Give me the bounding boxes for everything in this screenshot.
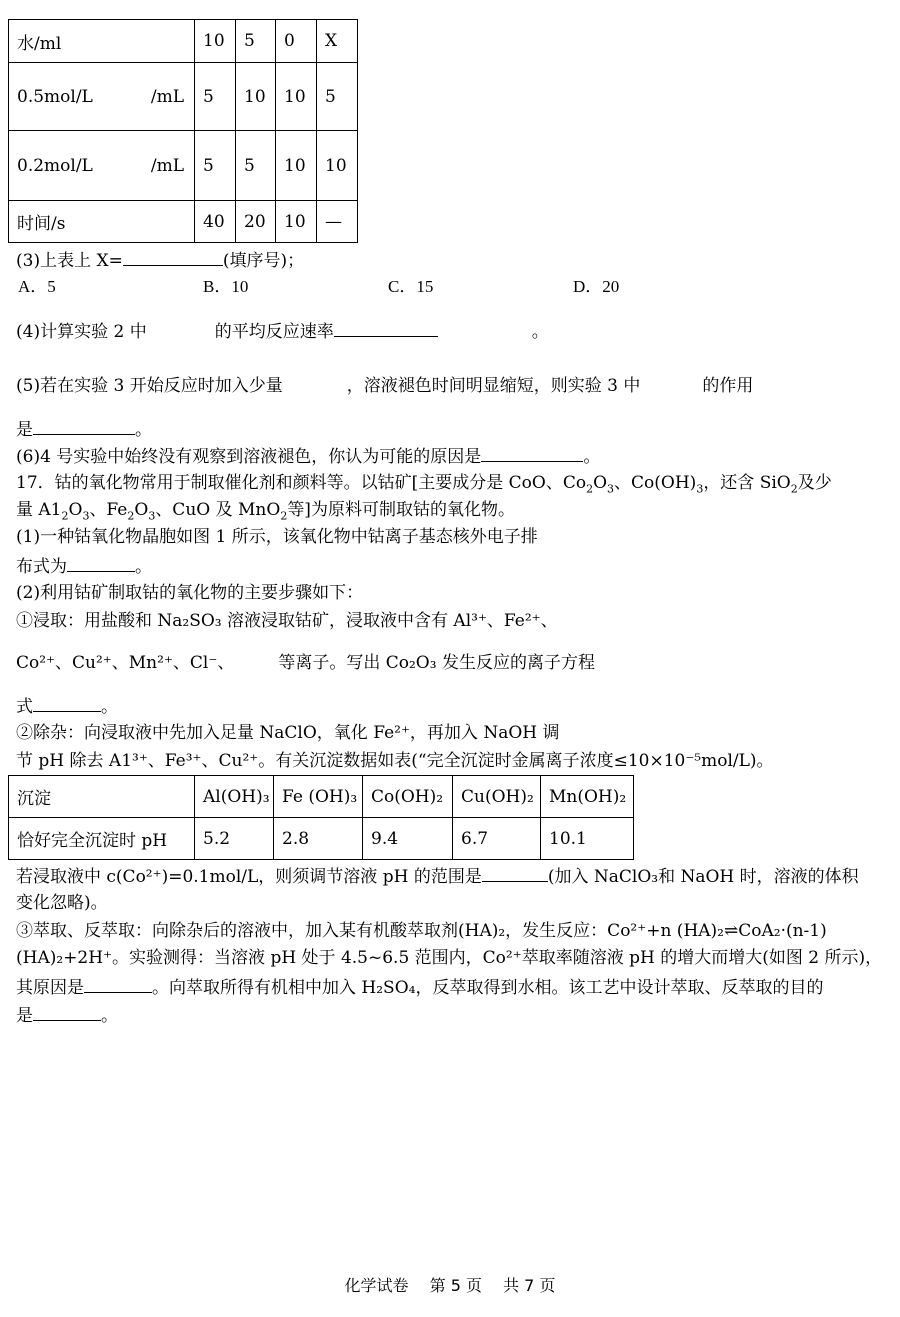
table-header: 沉淀 xyxy=(9,776,195,818)
question-5: (5)若在实验 3 开始反应时加入少量 ，溶液褪色时间明显缩短，则实验 3 中 的作用 xyxy=(16,376,754,396)
row-label: 时间/s xyxy=(9,201,195,243)
table-cell: 5 xyxy=(195,131,236,201)
table-cell: 5 xyxy=(195,63,236,131)
precipitation-table xyxy=(8,775,634,860)
option-b[interactable]: B．10 xyxy=(203,277,249,296)
table-cell: 0 xyxy=(276,20,317,63)
table-cell: 10 xyxy=(276,131,317,201)
question-6: (6)4 号实验中始终没有观察到溶液褪色，你认为可能的原因是 。 xyxy=(16,447,601,467)
option-a[interactable]: A．5 xyxy=(18,277,56,296)
extraction-step-cont: (HA)₂+2H⁺。实验测得：当溶液 pH 处于 4.5~6.5 范围内，Co²⁺萃取率随溶液 pH 的增大而增大(如图 2 所示)， xyxy=(16,948,883,968)
table-header: Al(OH)₃ xyxy=(195,776,274,818)
option-d[interactable]: D．20 xyxy=(573,277,620,296)
extraction-step: ③萃取、反萃取：向除杂后的溶液中，加入某有机酸萃取剂(HA)₂，发生反应：Co²⁺+n (HA)₂⇌CoA₂·(n-1) xyxy=(16,921,827,941)
table-cell: 5 xyxy=(236,131,276,201)
part-1: (1)一种钴氧化物晶胞如图 1 所示，该氧化物中钴离子基态核外电子排 xyxy=(16,527,538,547)
question-17-intro-cont: 量 $A1_2O_3$、$Fe_2O_3$、CuO 及 MnO$_2$等]为原料可制取钴的氧化物。 xyxy=(16,500,515,523)
answer-blank[interactable] xyxy=(123,249,223,266)
answer-blank[interactable] xyxy=(482,865,548,882)
table-cell: 10 xyxy=(195,20,236,63)
purify-step-cont: 节 pH 除去 A1³⁺、Fe³⁺、Cu²⁺。有关沉淀数据如表(“完全沉淀时金属离子浓度≤10×10⁻⁵mol/L)。 xyxy=(16,751,774,771)
leaching-step: ①浸取：用盐酸和 Na₂SO₃ 溶液浸取钴矿，浸取液中含有 Al³⁺、Fe²⁺、 xyxy=(16,611,558,631)
table-cell: 10.1 xyxy=(541,818,634,860)
table-cell: X xyxy=(317,20,358,63)
table-cell: 10 xyxy=(317,131,358,201)
purify-step: ②除杂：向浸取液中先加入足量 NaClO，氧化 Fe²⁺，再加入 NaOH 调 xyxy=(16,723,560,743)
row-label: 0.2mol/L /mL xyxy=(9,131,195,201)
ph-range-note: 变化忽略)。 xyxy=(16,893,108,913)
question-5-cont: 是 。 xyxy=(16,420,152,440)
leaching-step-end: 式 。 xyxy=(16,697,118,717)
answer-options xyxy=(18,277,758,297)
table-cell: — xyxy=(317,201,358,243)
table-cell: 6.7 xyxy=(453,818,541,860)
leaching-step-cont: Co²⁺、Cu²⁺、Mn²⁺、Cl⁻、 等离子。写出 Co₂O₃ 发生反应的离子方程 xyxy=(16,653,595,673)
answer-blank[interactable] xyxy=(33,695,101,712)
table-cell: 40 xyxy=(195,201,236,243)
table-header: Co(OH)₂ xyxy=(363,776,453,818)
table-cell: 9.4 xyxy=(363,818,453,860)
question-3: (3)上表上 X= (填序号)； xyxy=(16,251,305,271)
reaction-table xyxy=(8,19,358,243)
answer-blank[interactable] xyxy=(33,1004,101,1021)
table-cell: 10 xyxy=(276,201,317,243)
table-cell: 恰好完全沉淀时 pH xyxy=(9,818,195,860)
answer-blank[interactable] xyxy=(33,418,135,435)
option-c[interactable]: C．15 xyxy=(388,277,434,296)
table-cell: 5.2 xyxy=(195,818,274,860)
extraction-purpose: 是 。 xyxy=(16,1006,118,1026)
extraction-reason: 其原因是 。向萃取所得有机相中加入 H₂SO₄，反萃取得到水相。该工艺中设计萃取、反萃取的目的 xyxy=(16,978,824,998)
table-header: Cu(OH)₂ xyxy=(453,776,541,818)
answer-blank[interactable] xyxy=(67,555,135,572)
part-2: (2)利用钴矿制取钴的氧化物的主要步骤如下： xyxy=(16,583,364,603)
question-17-intro: 17．钴的氧化物常用于制取催化剂和颜料等。以钴矿[主要成分是 CoO、$Co_2O_3$、$Co(OH)_3$，还含 SiO$_2$及少 xyxy=(16,473,832,496)
row-label: 水/ml xyxy=(9,20,195,63)
answer-blank[interactable] xyxy=(334,320,438,337)
question-4: (4)计算实验 2 中 的平均反应速率 。 xyxy=(16,322,549,342)
answer-blank[interactable] xyxy=(84,976,152,993)
table-header: Mn(OH)₂ xyxy=(541,776,634,818)
row-label: 0.5mol/L /mL xyxy=(9,63,195,131)
ph-range-question: 若浸取液中 c(Co²⁺)=0.1mol/L，则须调节溶液 pH 的范围是 (加入 NaClO₃和 NaOH 时，溶液的体积 xyxy=(16,867,859,887)
table-cell: 10 xyxy=(236,63,276,131)
table-cell: 2.8 xyxy=(274,818,363,860)
answer-blank[interactable] xyxy=(481,445,583,462)
part-1-cont: 布式为 。 xyxy=(16,557,152,577)
table-cell: 5 xyxy=(236,20,276,63)
table-cell: 5 xyxy=(317,63,358,131)
table-cell: 20 xyxy=(236,201,276,243)
table-header: Fe (OH)₃ xyxy=(274,776,363,818)
table-cell: 10 xyxy=(276,63,317,131)
page-footer: 化学试卷 第 5 页 共 7 页 xyxy=(344,1276,556,1295)
